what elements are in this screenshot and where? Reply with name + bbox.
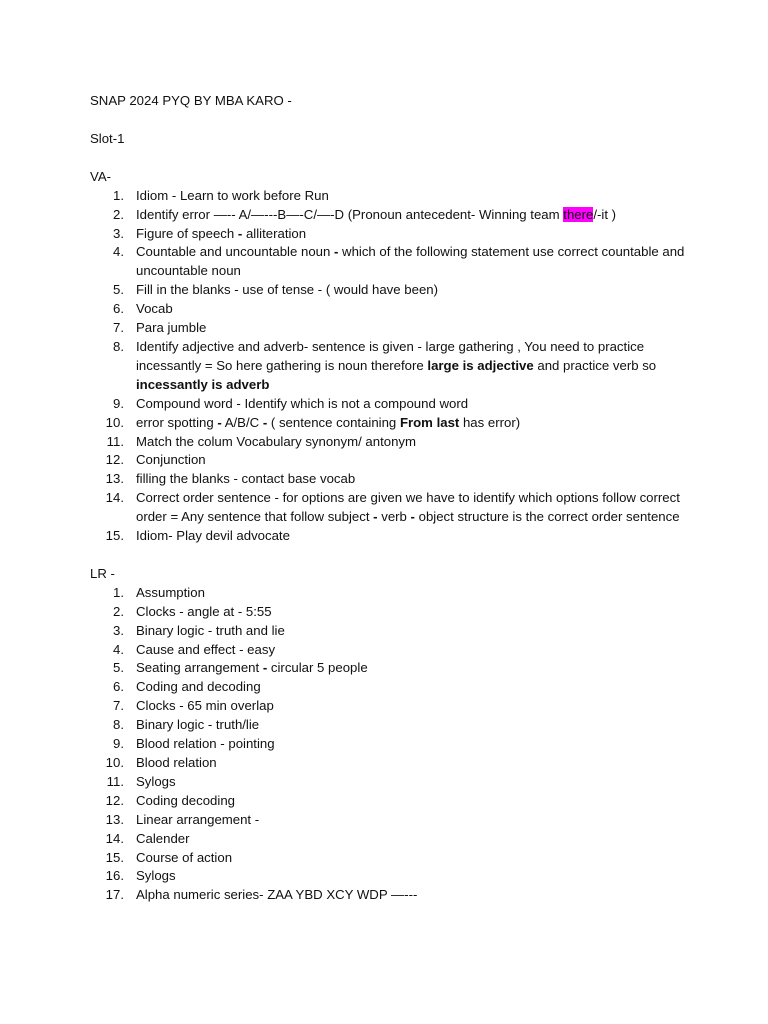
bold-text: - [262, 660, 268, 676]
item-number: 10. [105, 414, 124, 430]
text-run: Para jumble [136, 320, 207, 336]
item-text [136, 716, 690, 735]
item-number: 14. [105, 490, 124, 506]
text-run: Identify adjective and adverb- sentence is given - large gathering , You need to practice incessantly = So here gathering is noun therefore [136, 338, 645, 373]
bold-text: - [237, 225, 243, 241]
item-number: 7. [113, 698, 124, 714]
item-text [136, 886, 690, 905]
lr-item [90, 584, 690, 603]
text-run: Binary logic - truth and lie [136, 622, 285, 638]
item-text [136, 300, 690, 319]
bold-text: - [373, 509, 378, 525]
item-text [136, 338, 690, 395]
lr-item [90, 678, 690, 697]
text-run: Coding decoding [136, 792, 235, 808]
text-run: Idiom - Learn to work before Run [136, 187, 329, 203]
item-number: 4. [113, 244, 124, 260]
lr-item [90, 697, 690, 716]
item-text [136, 395, 690, 414]
item-text [136, 754, 690, 773]
item-number: 3. [113, 225, 124, 241]
item-number: 7. [113, 320, 124, 336]
item-number: 11. [106, 433, 124, 449]
item-number: 2. [113, 206, 124, 222]
item-text [136, 735, 690, 754]
text-run: Alpha numeric series- ZAA YBD XCY WDP —--- [136, 887, 418, 903]
text-run: Cause and effect - easy [136, 641, 276, 657]
item-number: 14. [105, 830, 124, 846]
item-text [136, 659, 690, 678]
va-item [90, 206, 690, 225]
item-number: 16. [105, 868, 124, 884]
bold-text: - [262, 414, 268, 430]
item-number: 15. [105, 528, 124, 544]
text-run: Correct order sentence - for options are given we have to identify which options follow correct order = Any sentence that follow subject [136, 490, 680, 525]
item-text [136, 697, 690, 716]
text-run: Fill in the blanks - use of tense - ( would have been) [136, 282, 439, 298]
va-list [90, 187, 690, 546]
item-number: 1. [113, 584, 124, 600]
item-text [136, 414, 690, 433]
va-item [90, 451, 690, 470]
lr-item [90, 641, 690, 660]
lr-item [90, 830, 690, 849]
item-number: 6. [113, 679, 124, 695]
text-run: ( sentence containing [267, 414, 400, 430]
item-text [136, 830, 690, 849]
lr-item [90, 886, 690, 905]
va-item [90, 527, 690, 546]
bold-text: - [333, 244, 339, 260]
item-text [136, 206, 690, 225]
va-item [90, 319, 690, 338]
text-run: Assumption [136, 584, 205, 600]
item-number: 5. [113, 660, 124, 676]
text-run: Linear arrangement - [136, 811, 260, 827]
text-run: Seating arrangement [136, 660, 263, 676]
text-run: Sylogs [136, 868, 176, 884]
lr-item [90, 735, 690, 754]
item-text [136, 187, 690, 206]
text-run: Identify error —-- A/—---B—-C/—-D (Pronoun antecedent- Winning team [136, 206, 564, 222]
va-item [90, 433, 690, 452]
item-number: 8. [113, 338, 124, 354]
item-number: 15. [105, 849, 124, 865]
item-number: 17. [105, 887, 124, 903]
item-text [136, 622, 690, 641]
item-text [136, 773, 690, 792]
doc-title: SNAP 2024 PYQ BY MBA KARO - [90, 93, 292, 108]
lr-heading: LR - [90, 565, 115, 581]
item-text [136, 584, 690, 603]
bold-text: incessantly is adverb [136, 376, 270, 392]
item-text [136, 319, 690, 338]
va-item [90, 243, 690, 281]
item-text [136, 489, 690, 527]
item-number: 13. [105, 811, 124, 827]
lr-item [90, 622, 690, 641]
text-run: Course of action [136, 849, 233, 865]
bold-text: large is adjective [427, 357, 534, 373]
va-item [90, 187, 690, 206]
item-number: 4. [113, 641, 124, 657]
va-heading: VA- [90, 168, 112, 184]
document-content [90, 92, 690, 905]
item-number: 3. [113, 622, 124, 638]
text-run: Coding and decoding [136, 679, 261, 695]
item-number: 9. [113, 736, 124, 752]
bold-text: - [410, 509, 415, 525]
item-text [136, 225, 690, 244]
item-text [136, 792, 690, 811]
text-run: filling the blanks - contact base vocab [136, 471, 356, 487]
text-run: error spotting [136, 414, 218, 430]
item-text [136, 527, 690, 546]
lr-item [90, 659, 690, 678]
text-run: Match the colum Vocabulary synonym/ antonym [136, 433, 417, 449]
va-item [90, 470, 690, 489]
bold-text: From last [399, 414, 460, 430]
item-number: 12. [105, 792, 124, 808]
va-item [90, 338, 690, 395]
text-run: Vocab [136, 301, 173, 317]
item-number: 2. [113, 603, 124, 619]
item-number: 13. [105, 471, 124, 487]
item-number: 11. [106, 773, 124, 789]
lr-item [90, 716, 690, 735]
item-number: 9. [113, 395, 124, 411]
text-run: Compound word - Identify which is not a compound word [136, 395, 469, 411]
text-run: /-it ) [593, 206, 617, 222]
text-run: verb [377, 509, 411, 525]
text-run: Conjunction [136, 452, 206, 468]
item-text [136, 451, 690, 470]
item-number: 10. [105, 755, 124, 770]
text-run: object structure is the correct order sentence [414, 509, 680, 525]
item-text [136, 281, 690, 300]
item-number: 12. [105, 452, 124, 468]
lr-list [90, 584, 690, 905]
lr-item [90, 867, 690, 886]
highlighted-text: there [563, 206, 594, 222]
item-text [136, 867, 690, 886]
text-run: Calender [136, 830, 190, 846]
lr-item [90, 811, 690, 830]
text-run: circular 5 people [267, 660, 368, 676]
slot-heading: Slot-1 [90, 130, 125, 146]
item-number: 5. [113, 282, 124, 298]
item-number: 1. [113, 187, 124, 203]
item-number: 6. [113, 301, 124, 317]
item-text [136, 641, 690, 660]
item-text [136, 603, 690, 622]
text-run: Sylogs [136, 773, 176, 789]
bold-text: - [217, 414, 222, 430]
va-item [90, 281, 690, 300]
text-run: has error) [459, 414, 521, 430]
lr-item [90, 603, 690, 622]
item-text [136, 811, 690, 830]
text-run: alliteration [242, 225, 307, 241]
item-number: 8. [113, 717, 124, 733]
text-run: Clocks - 65 min overlap [136, 698, 274, 714]
va-item [90, 225, 690, 244]
text-run: Countable and uncountable noun [136, 244, 334, 260]
lr-item [90, 849, 690, 868]
text-run: Clocks - angle at - 5:55 [136, 603, 272, 619]
text-run: Binary logic - truth/lie [136, 717, 260, 733]
text-run: and practice verb so [533, 357, 657, 373]
text-run: which of the following statement use correct countable and uncountable noun [136, 244, 685, 279]
va-item [90, 300, 690, 319]
lr-item [90, 754, 690, 773]
lr-item [90, 773, 690, 792]
va-item [90, 395, 690, 414]
item-text [136, 470, 690, 489]
text-run: Blood relation [136, 755, 217, 770]
item-text [136, 433, 690, 452]
lr-item [90, 792, 690, 811]
text-run: A/B/C [221, 414, 263, 430]
item-text [136, 243, 690, 281]
item-text [136, 849, 690, 868]
text-run: Figure of speech [136, 225, 238, 241]
text-run: Blood relation - pointing [136, 736, 275, 752]
va-item [90, 489, 690, 527]
text-run: Idiom- Play devil advocate [136, 528, 290, 544]
item-text [136, 678, 690, 697]
va-item [90, 414, 690, 433]
